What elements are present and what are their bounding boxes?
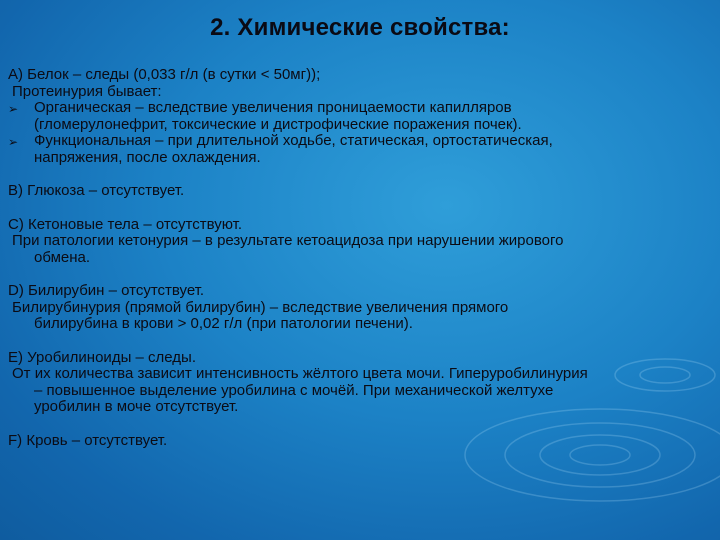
section-a-heading: А) Белок – следы (0,033 г/л (в сутки < 50мг)); [8,66,321,83]
arrowhead-bullet-icon: ➢ [8,102,19,116]
section-d-heading: D) Билирубин – отсутствует. [8,282,205,299]
bullet-item-line: напряжения, после охлаждения. [34,148,261,166]
bullet-item-line: (гломерулонефрит, токсические и дистрофические поражения почек). [34,115,522,133]
slide-title: 2. Химические свойства: [210,14,510,41]
section-d-text-line: билирубина в крови > 0,02 г/л (при патологии печени). [34,315,413,332]
bullet-item-organic [8,100,716,133]
section-a-subheading: Протеинурия бывает: [12,82,162,100]
bullet-item-line: Органическая – вследствие увеличения проницаемости капилляров [34,99,512,116]
section-b-heading: В) Глюкоза – отсутствует. [8,182,185,199]
bullet-item-line: Функциональная – при длительной ходьбе, статическая, ортостатическая, [34,132,553,149]
section-e-heading: Е) Уробилиноиды – следы. [8,348,196,366]
section-c-heading: С) Кетоновые тела – отсутствуют. [8,215,243,233]
section-e-text-line: От их количества зависит интенсивность жёлтого цвета мочи. Гиперуробилинурия [12,365,588,382]
section-e-text-line: – повышенное выделение уробилина с мочёй. При механической желтухе [34,381,554,399]
bullet-item-functional [8,133,716,166]
section-e-text-line: уробилин в моче отсутствует. [34,398,239,415]
slide-body [8,67,716,449]
section-d-text-line: Билирубинурия (прямой билирубин) – вследствие увеличения прямого [12,298,509,316]
section-c-text-line: обмена. [34,248,91,266]
section-f-heading: F) Кровь – отсутствует. [8,431,168,449]
section-c-text-line: При патологии кетонурия – в результате кетоацидоза при нарушении жирового [12,232,564,249]
arrowhead-bullet-icon: ➢ [8,135,19,149]
